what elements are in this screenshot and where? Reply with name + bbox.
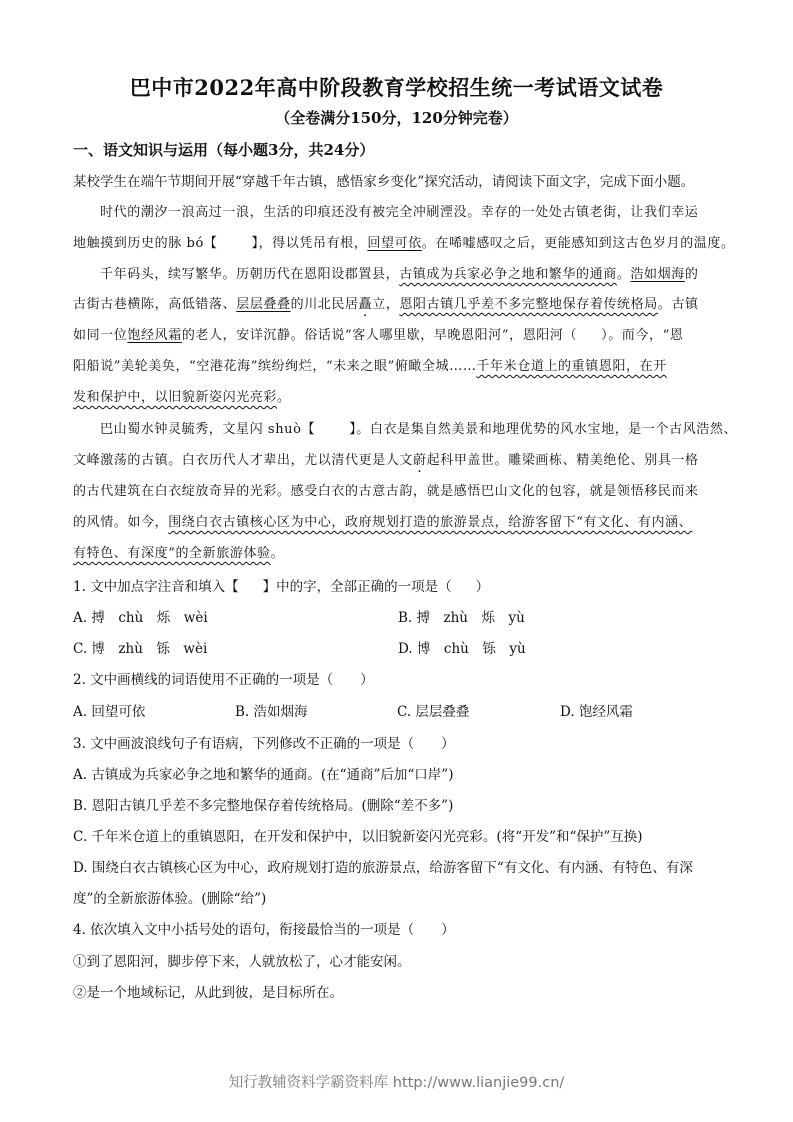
q1-option-b: B. 搏 zhù 烁 yù: [398, 610, 525, 626]
question-3-stem: 3. 文中画波浪线句子有语病，下列修改不正确的一项是（ ）: [73, 736, 455, 752]
text-segment: 的: [684, 267, 699, 282]
question-4-stem: 4. 依次填入文中小括号处的语句，衔接最恰当的一项是（ ）: [73, 922, 455, 938]
q2-option-a: A. 回望可依: [73, 704, 146, 720]
passage-p2-line4: [73, 357, 723, 377]
text-segment: 的川北民居: [290, 297, 359, 312]
watermark-footer: 知行教辅资料学霸资料库 http://www.lianjie99.cn/: [228, 1075, 565, 1091]
text-segment: 立，: [372, 297, 400, 312]
q3-option-c: C. 千年米仓道上的重镇恩阳，在开发和保护中，以旧貌新姿闪光亮彩。(将“开发”和“保护”互换): [73, 829, 643, 845]
underlined-phrase: 回望可依: [367, 236, 422, 251]
text-segment: 。: [270, 546, 285, 561]
wavy-sentence: 古镇成为兵家必争之地和繁华的通商: [399, 267, 617, 282]
page-title: 巴中市2022年高中阶段教育学校招生统一考试语文试卷: [129, 75, 664, 100]
q3-option-d-line1: D. 围绕白衣古镇核心区为中心，政府规划打造的旅游景点，给游客留下“有文化、有内涵、有特色、有深: [73, 860, 693, 876]
q1-option-d: D. 博 chù 铄 yù: [398, 641, 526, 657]
intro-text: 某校学生在端午节期间开展“穿越千年古镇，感悟家乡变化”探究活动，请阅读下面文字，完成下面小题。: [73, 174, 695, 190]
dotted-character: 蔚: [413, 453, 427, 468]
underlined-phrase: 浩如烟海: [630, 267, 685, 282]
wavy-sentence: 千年米仓道上的重镇恩阳，在开: [476, 359, 667, 374]
passage-p3-line2: [73, 451, 723, 471]
text-segment: 的风情。如今，: [73, 515, 169, 530]
text-segment: 如同一位: [73, 328, 128, 343]
text-segment: 。古镇: [657, 297, 699, 312]
wavy-sentence: 围绕白衣古镇核心区为中心，政府规划打造的旅游景点，给游客留下“有文化、有内涵、: [168, 515, 693, 530]
text-segment: 。: [277, 390, 291, 405]
text-segment: 。: [616, 267, 631, 282]
page-subtitle: （全卷满分150分，120分钟完卷）: [275, 109, 518, 127]
text-segment: 的老人，安详沉静。俗话说“客人哪里歇，早晚恩阳河”，恩阳河（: [181, 328, 578, 343]
q2-option-b: B. 浩如烟海: [235, 704, 308, 720]
q4-sentence-2: ②是一个地域标记，从此到彼，是目标所在。: [73, 985, 343, 1001]
passage-p2-line1: [100, 265, 750, 285]
text-segment: 千年码头，续写繁华。历朝历代在恩阳设郡置县，: [100, 267, 400, 282]
wavy-sentence: 发和保护中，以旧貌新姿闪光亮彩: [73, 390, 278, 405]
q2-option-c: C. 层层叠叠: [397, 704, 470, 720]
q3-option-d-line2: 度”的全新旅游体验。(删除“给”): [73, 891, 267, 907]
passage-p1-line1: 时代的潮汐一浪高过一浪，生活的印痕还没有被完全冲刷湮没。幸存的一处处古镇老街，让我们幸运: [100, 205, 699, 220]
passage-p2-line2: [73, 295, 723, 315]
text-segment: 。在唏嘘感叹之后，更能感知到这古色岁月的温度。: [421, 236, 735, 251]
underlined-phrase: 层层叠叠: [236, 297, 291, 312]
section-heading: 一、语文知识与运用（每小题3分，共24分）: [73, 141, 375, 159]
q1-option-a: A. 搏 chù 烁 wèi: [73, 610, 208, 626]
q4-sentence-1: ①到了恩阳河，脚步停下来，人就放松了，心才能安闲。: [73, 954, 411, 970]
text-segment: 1. 文中加点字注音和填入【: [73, 579, 239, 595]
passage-p2-line5: [73, 388, 723, 408]
passage-p3-line3: 的古代建筑在白衣绽放奇异的光彩。感受白衣的古意古韵，就是感悟巴山文化的包容，就是领悟移民而来: [73, 484, 699, 499]
text-segment: 古街古巷横陈，高低错落、: [73, 297, 237, 312]
text-segment: 阳船说”美轮美奂，“空港花海”缤纷绚烂，“未来之眼”俯瞰全城……: [73, 359, 477, 374]
wavy-sentence: 有特色、有深度”的全新旅游体验: [73, 546, 271, 561]
q2-option-d: D. 饱经风霜: [560, 704, 633, 720]
text-segment: 巴山蜀水钟灵毓秀，文星闪 shuò【: [100, 422, 316, 437]
q3-option-a: A. 古镇成为兵家必争之地和繁华的通商。(在“通商”后加“口岸”): [73, 767, 454, 783]
text-segment: ）: [475, 579, 490, 595]
text-segment: 】。白衣是集自然美景和地理优势的风水宝地，是一个古风浩然、: [349, 422, 738, 437]
text-segment: 地触摸到历史的脉 bó【: [73, 236, 218, 251]
q1-option-c: C. 博 zhù 铄 wèi: [73, 641, 208, 657]
passage-p3-line1: [100, 420, 750, 440]
text-segment: 起科甲盖世。雕梁画栋、精美绝伦、别具一格: [426, 453, 699, 468]
text-segment: 文峰激荡的古镇。白衣历代人才辈出，尤以清代更是人文: [73, 453, 414, 468]
q3-option-b: B. 恩阳古镇几乎差不多完整地保存着传统格局。(删除“差不多”): [73, 798, 454, 814]
text-segment: ）。而今，“恩: [601, 328, 684, 343]
question-2-stem: 2. 文中画横线的词语使用不正确的一项是（ ）: [73, 672, 374, 688]
passage-p2-line3: [73, 326, 723, 346]
question-1-stem: [73, 577, 723, 597]
passage-p3-line4: [73, 513, 723, 533]
text-segment: 】中的字，全部正确的一项是（: [262, 579, 452, 595]
underlined-phrase: 饱经风霜: [127, 328, 182, 343]
wavy-sentence: 恩阳古镇几乎差不多完整地保存着传统格局: [399, 297, 658, 312]
dotted-character: 矗: [358, 297, 373, 312]
passage-p3-line5: [73, 544, 723, 564]
text-segment: 】，得以凭吊有根，: [251, 236, 368, 251]
passage-p1-line2: [73, 234, 735, 254]
